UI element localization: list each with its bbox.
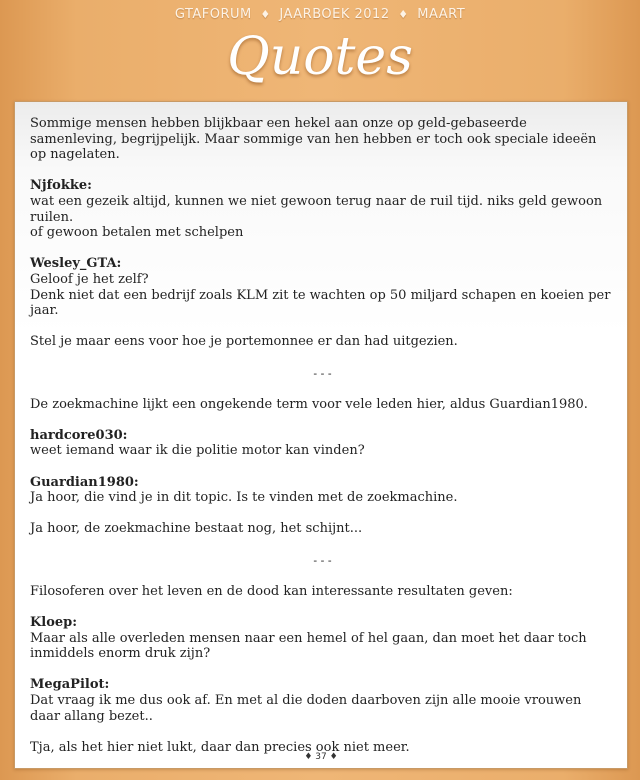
intro-paragraph (30, 397, 615, 413)
diamond-icon: ♦ (260, 8, 271, 21)
quote-text: of gewoon betalen met schelpen (30, 225, 244, 241)
quotes-content (30, 116, 615, 771)
quote-text: Dat vraag ik me dus ook af. En met al die doden daarboven zijn alle mooie vrouwen daar allang bezet.. (30, 692, 582, 724)
quote-text: Maar als alle overleden mensen naar een hemel of hel gaan, dan moet het daar toch inmiddels enorm druk zijn? (30, 630, 587, 662)
quote-author: MegaPilot: (30, 677, 110, 693)
quote-text: Ja hoor, die vind je in dit topic. Is te vinden met de zoekmachine. (30, 490, 458, 506)
quote-text: Ja hoor, de zoekmachine bestaat nog, het schijnt... (30, 521, 363, 537)
quote-block (30, 256, 615, 318)
quote-author: Guardian1980: (30, 474, 139, 490)
quote-text: Geloof je het zelf? (30, 271, 149, 287)
quote-text: Tja, als het hier niet lukt, daar dan precies ook niet meer. (30, 739, 410, 755)
quote-block (30, 428, 615, 459)
quote-author: Njfokke: (30, 178, 92, 194)
intro-text: Filosoferen over het leven en de dood kan interessante resultaten geven: (30, 583, 513, 599)
quote-text: Denk niet dat een bedrijf zoals KLM zit te wachten op 50 miljard schapen en koeien per jaar. (30, 287, 611, 319)
quote-block (30, 178, 615, 240)
quote-continuation (30, 521, 615, 537)
intro-paragraph (30, 116, 615, 163)
diamond-icon: ♦ (398, 8, 409, 21)
book-name: JAARBOEK 2012 (279, 7, 390, 22)
content-panel (14, 101, 628, 769)
page-header (0, 7, 640, 22)
quote-block (30, 615, 615, 662)
quote-author: Kloep: (30, 615, 78, 630)
quote-text: wat een gezeik altijd, kunnen we niet gewoon terug naar de ruil tijd. niks geld gewoon ruilen. (30, 193, 603, 225)
quote-continuation (30, 334, 615, 350)
section-divider: - - - (313, 366, 332, 380)
quote-text: weet iemand waar ik die politie motor kan vinden? (30, 443, 365, 459)
page-title: Quotes (227, 27, 413, 87)
intro-paragraph (30, 584, 615, 600)
quote-block (30, 475, 615, 506)
intro-text: De zoekmachine lijkt een ongekende term voor vele leden hier, aldus Guardian1980. (30, 396, 588, 412)
quote-block (30, 677, 615, 724)
page-number: ♦ 37 ♦ (304, 752, 338, 762)
quote-author: Wesley_GTA: (30, 256, 122, 272)
site-name: GTAFORUM (174, 7, 252, 22)
section-divider: - - - (313, 553, 332, 567)
intro-text: Sommige mensen hebben blijkbaar een hekel aan onze op geld-gebaseerde samenleving, begrijpelijk. Maar sommige van hen hebben er toch ook speciale ideeën op nagelaten. (30, 116, 597, 163)
quote-author: hardcore030: (30, 427, 128, 443)
month-name: MAART (417, 7, 466, 22)
quote-text: Stel je maar eens voor hoe je portemonnee er dan had uitgezien. (30, 334, 458, 350)
